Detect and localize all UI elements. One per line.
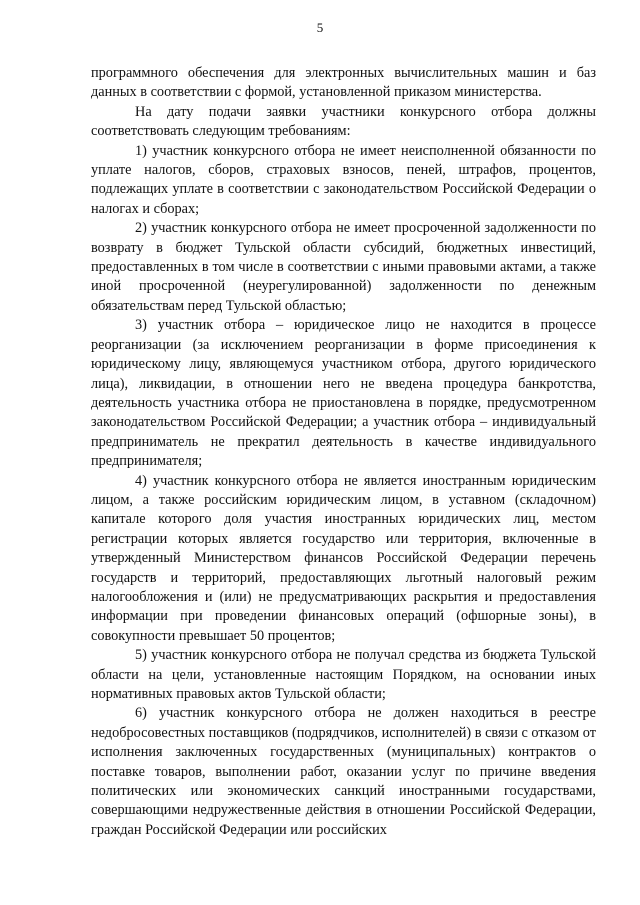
paragraph-2: На дату подачи заявки участники конкурсного отбора должны соответствовать следующим требованиям: bbox=[91, 103, 596, 140]
page-number: 5 bbox=[316, 20, 324, 35]
paragraph-8: 6) участник конкурсного отбора не должен находиться в реестре недобросовестных поставщиков (подрядчиков, исполнителей) в связи с отказом от исполнения заключенных государственных (муниципальных) контрактов о поставке товаров, выполнении работ, оказании услуг по причине введения политических или экономических санкций иностранными государствами, совершающими недружественные действия в отношении Российской Федерации, граждан Российской Федерации или российских bbox=[91, 705, 596, 838]
paragraph-6: 4) участник конкурсного отбора не является иностранным юридическим лицом, а также российским юридическим лицом, в уставном (складочном) капитале которого доля участия иностранных юридических лиц, местом регистрации которых является государство или территория, включенные в утвержденный Министерством финансов Российской Федерации перечень государств и территорий, предоставляющих льготный налоговый режим налогообложения и (или) не предусматривающих раскрытия и предоставления информации при проведении финансовых операций (офшорные зоны), в совокупности превышает 50 процентов; bbox=[91, 472, 596, 644]
paragraph-7: 5) участник конкурсного отбора не получал средства из бюджета Тульской области на цели, установленные настоящим Порядком, на основании иных нормативных правовых актов Тульской области; bbox=[91, 647, 596, 702]
document-body bbox=[91, 64, 596, 840]
paragraph-5: 3) участник отбора – юридическое лицо не находится в процессе реорганизации (за исключением реорганизации в форме присоединения к юридическому лицу, являющемуся участником отбора, другого юридического лица), ликвидации, в отношении него не введена процедура банкротства, деятельность участника отбора не приостановлена в порядке, предусмотренном законодательством Российской Федерации; а участник отбора – индивидуальный предприниматель не прекратил деятельность в качестве индивидуального предпринимателя; bbox=[91, 317, 596, 470]
paragraph-1: программного обеспечения для электронных вычислительных машин и баз данных в соответствии с формой, установленной приказом министерства. bbox=[91, 65, 596, 101]
paragraph-4: 2) участник конкурсного отбора не имеет просроченной задолженности по возврату в бюджет Тульской области субсидий, бюджетных инвестиций, предоставленных в том числе в соответствии с иными правовыми актами, а также иной просроченной (неурегулированной) задолженности по денежным обязательствам перед Тульской областью; bbox=[91, 220, 596, 314]
paragraph-3: 1) участник конкурсного отбора не имеет неисполненной обязанности по уплате налогов, сборов, страховых взносов, пеней, штрафов, процентов, подлежащих уплате в соответствии с законодательством Российской Федерации о налогах и сборах; bbox=[91, 142, 596, 217]
